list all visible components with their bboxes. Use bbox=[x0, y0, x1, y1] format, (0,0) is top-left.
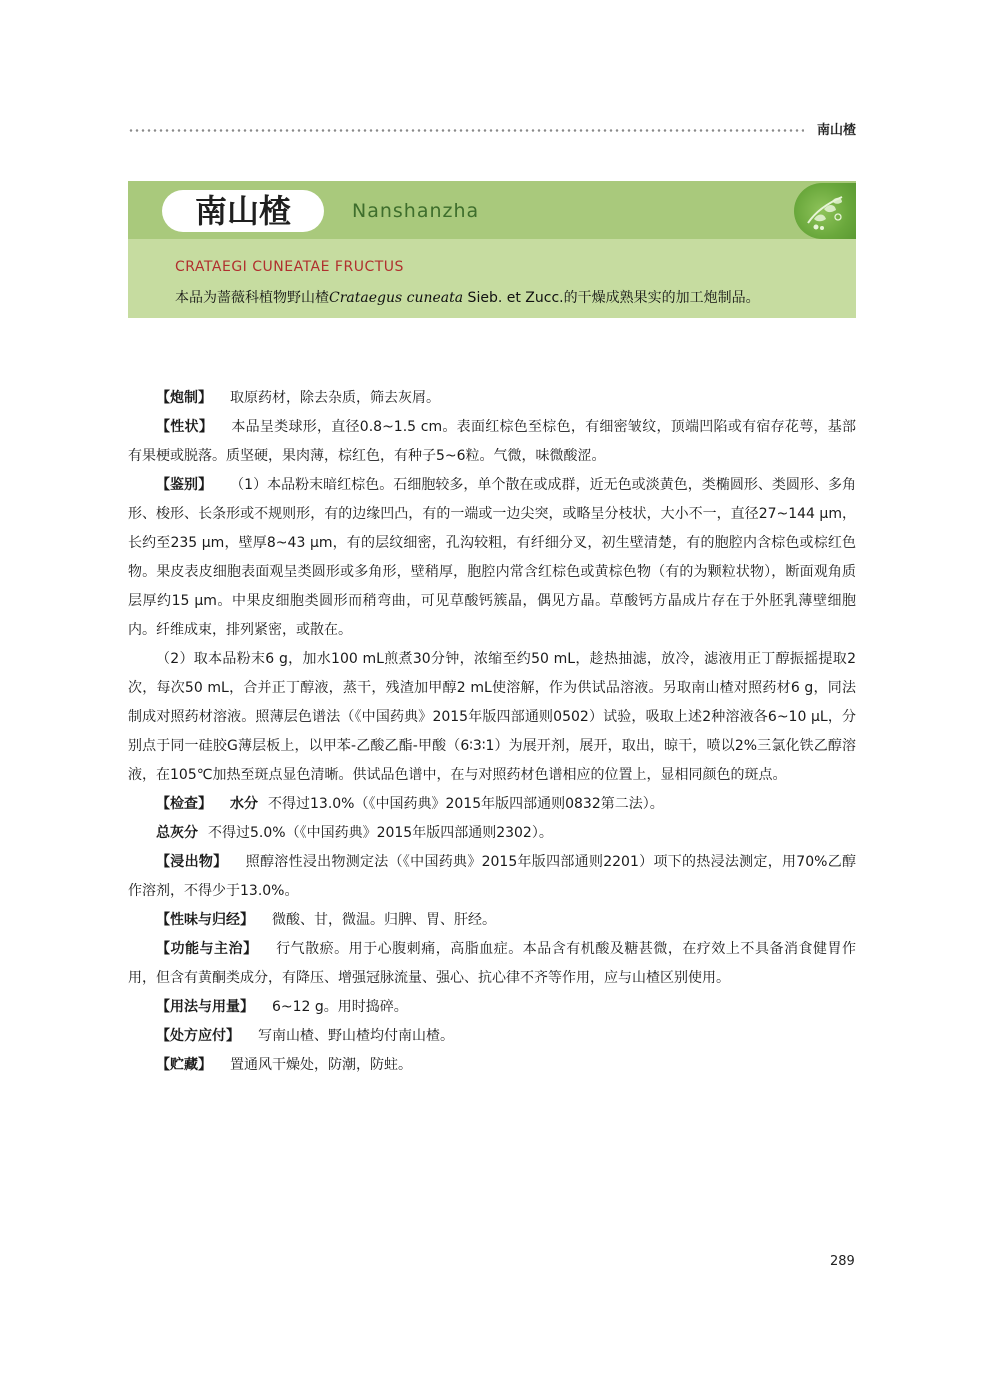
usage-section: 【用法与用量】 6~12 g。用时捣碎。 bbox=[156, 999, 408, 1015]
pinyin-name: Nanshanzha bbox=[352, 200, 480, 222]
section-heading: 【性状】 bbox=[156, 419, 214, 435]
section-heading: 【炮制】 bbox=[156, 390, 212, 406]
section-heading: 【贮藏】 bbox=[156, 1057, 212, 1073]
section-heading: 【性味与归经】 bbox=[156, 912, 254, 928]
identification-section-2: （2）取本品粉末6 g，加水100 mL煎煮30分钟，浓缩至约50 mL，趁热抽滤，放冷，滤液用正丁醇振摇提取2次，每次50 mL，合并正丁醇液，蒸干，残渣加甲醇2 mL使溶解，作为供试品溶液。另取南山楂对照药材6 g，同法制成对照药材溶液。照薄层色谱法（《中国药典》2015年版四部通则0502）试验，吸取上述2种溶液各6~10 μL，分别点于同一硅胶G薄层板上，以甲苯-乙酸乙酯-甲酸（6∶3∶1）为展开剂，展开，取出，晾干，喷以2%三氯化铁乙醇溶液，在105℃加热至斑点显色清晰。供试品色谱中，在与对照药材色谱相应的位置上，显相同颜色的斑点。 bbox=[128, 651, 856, 783]
title-banner bbox=[128, 181, 856, 318]
section-heading: 【浸出物】 bbox=[156, 854, 228, 870]
function-section: 【功能与主治】 行气散瘀。用于心腹刺痛，高脂血症。本品含有机酸及糖甚微，在疗效上不具备消食健胃作用，但含有黄酮类成分，有降压、增强冠脉流量、强心、抗心律不齐等作用，应与山楂区别使用。 bbox=[128, 941, 857, 986]
monograph-body bbox=[128, 384, 856, 1080]
sub-heading: 总灰分 bbox=[156, 825, 198, 841]
prescription-section: 【处方应付】 写南山楂、野山楂均付南山楂。 bbox=[156, 1028, 454, 1044]
section-heading: 【用法与用量】 bbox=[156, 999, 254, 1015]
page-number: 289 bbox=[830, 1254, 855, 1269]
running-header-title: 南山楂 bbox=[816, 123, 856, 138]
section-heading: 【功能与主治】 bbox=[156, 941, 258, 957]
monograph-title: 南山楂 bbox=[162, 190, 324, 232]
source-statement: 本品为蔷薇科植物野山楂Crataegus cuneata Sieb. et Zucc.的干燥成熟果实的加工炮制品。 bbox=[175, 290, 760, 306]
inspection-section: 【检查】 水分 不得过13.0%（《中国药典》2015年版四部通则0832第二法）。 bbox=[156, 796, 664, 812]
nature-section: 【性味与归经】 微酸、甘，微温。归脾、胃、肝经。 bbox=[156, 912, 496, 928]
section-heading: 【检查】 bbox=[156, 796, 212, 812]
description-section: 【性状】 本品呈类球形，直径0.8~1.5 cm。表面红棕色至棕色，有细密皱纹，顶端凹陷或有宿存花萼，基部有果梗或脱落。质坚硬，果肉薄，棕红色，有种子5~6粒。气微，味微酸涩。 bbox=[128, 419, 857, 464]
section-heading: 【处方应付】 bbox=[156, 1028, 240, 1044]
storage-section: 【贮藏】 置通风干燥处，防潮，防蛀。 bbox=[156, 1057, 412, 1073]
species-name: Crataegus cuneata bbox=[329, 290, 464, 306]
inspection-ash: 总灰分 不得过5.0%（《中国药典》2015年版四部通则2302）。 bbox=[156, 825, 553, 841]
latin-name: CRATAEGI CUNEATAE FRUCTUS bbox=[175, 259, 404, 275]
identification-section: 【鉴别】 （1）本品粉末暗红棕色。石细胞较多，单个散在或成群，近无色或淡黄色，类椭圆形、类圆形、多角形、梭形、长条形或不规则形，有的边缘凹凸，有的一端或一边尖突，或略呈分枝状，大小不一，直径27~144 μm，长约至235 μm，壁厚8~43 μm，有的层纹细密，孔沟较粗，有纤细分叉，初生壁清楚，有的胞腔内含棕色或棕红色物。果皮表皮细胞表面观呈类圆形或多角形，壁稍厚，胞腔内常含红棕色或黄棕色物（有的为颗粒状物），断面观角质层厚约15 μm。中果皮细胞类圆形而稍弯曲，可见草酸钙簇晶，偶见方晶。草酸钙方晶成片存在于外胚乳薄壁细胞内。纤维成束，排列紧密，或散在。 bbox=[128, 477, 857, 638]
herb-emblem-icon bbox=[794, 183, 856, 239]
extract-section: 【浸出物】 照醇溶性浸出物测定法（《中国药典》2015年版四部通则2201）项下的热浸法测定，用70%乙醇作溶剂，不得少于13.0%。 bbox=[128, 854, 857, 899]
section-heading: 【鉴别】 bbox=[156, 477, 213, 493]
running-header bbox=[128, 120, 856, 142]
dotted-rule bbox=[128, 129, 804, 132]
sub-heading: 水分 bbox=[230, 796, 258, 812]
processing-section: 【炮制】 取原药材，除去杂质，筛去灰屑。 bbox=[156, 390, 440, 406]
